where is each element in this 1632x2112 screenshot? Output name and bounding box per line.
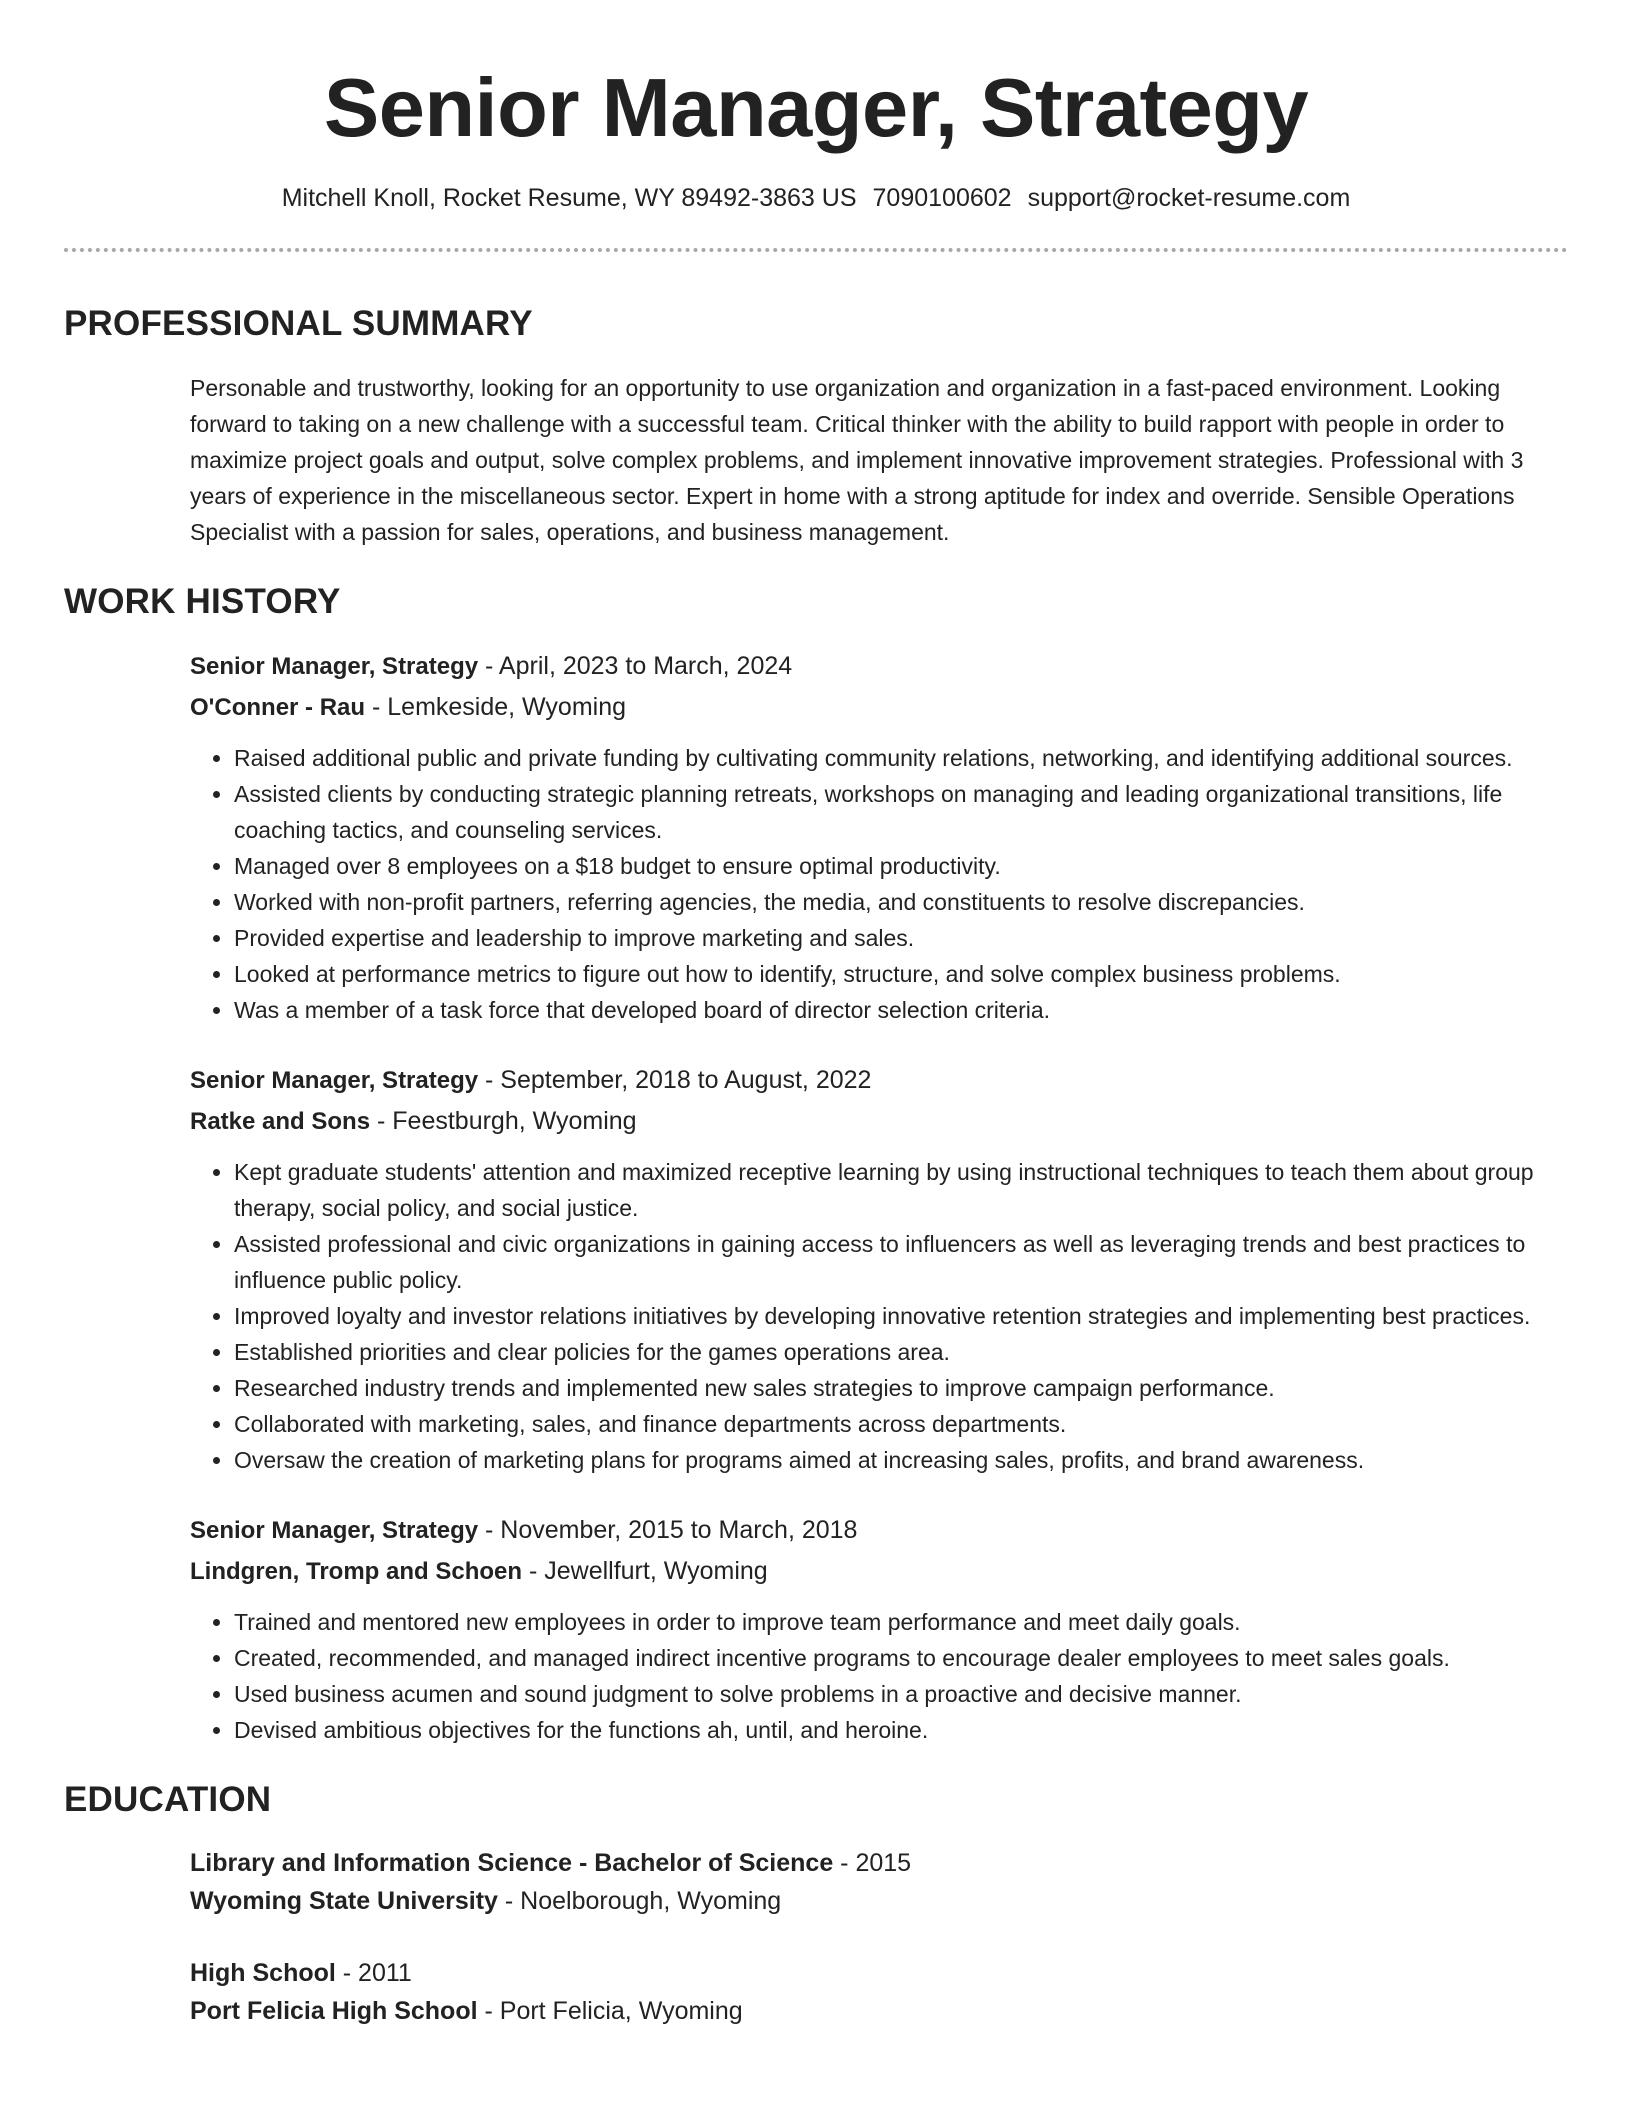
education-location: - Noelborough, Wyoming — [497, 1887, 782, 1915]
job-bullet: • Used business acumen and sound judgment to solve problems in a proactive and decisive manner. — [234, 1676, 1568, 1712]
job-bullet: • Created, recommended, and managed indirect incentive programs to encourage dealer employees to meet sales goals. — [234, 1640, 1568, 1676]
job-title-line — [190, 1060, 1568, 1101]
education-school: Wyoming State University — [190, 1887, 498, 1915]
job-title-line — [190, 1510, 1568, 1551]
education-section — [64, 1844, 1568, 2030]
job-title-line — [190, 646, 1568, 687]
summary-text: Personable and trustworthy, looking for an opportunity to use organization and organization in a fast-paced environment. Looking forward to taking on a new challenge with a successful team. Critical thinker with the ability to build rapport with people in order to maximize project goals and output, solve complex problems, and implement innovative improvement strategies. Professional with 3 years of experience in the miscellaneous sector. Expert in home with a strong aptitude for index and override. Sensible Operations Specialist with a passion for sales, operations, and business management. — [190, 375, 1524, 545]
job-bullet: • Oversaw the creation of marketing plans for programs aimed at increasing sales, profits, and brand awareness. — [234, 1442, 1568, 1478]
job-bullets — [190, 740, 1568, 1028]
education-school: Port Felicia High School — [190, 1997, 478, 2025]
job-bullet: • Trained and mentored new employees in order to improve team performance and meet daily goals. — [234, 1604, 1568, 1640]
job-dates: - April, 2023 to March, 2024 — [478, 652, 793, 680]
resume-title: Senior Manager, Strategy — [323, 61, 1309, 154]
job-entry — [190, 1510, 1568, 1748]
education-year: - 2011 — [335, 1959, 412, 1987]
header-divider — [64, 248, 1568, 252]
job-title: Senior Manager, Strategy — [190, 1517, 479, 1544]
summary-section — [64, 370, 1568, 550]
job-bullet: • Established priorities and clear policies for the games operations area. — [234, 1334, 1568, 1370]
work-history-section — [64, 646, 1568, 1748]
work-history-heading: WORK HISTORY — [64, 582, 341, 621]
job-title: Senior Manager, Strategy — [190, 653, 479, 680]
job-bullet: • Improved loyalty and investor relations initiatives by developing innovative retention strategies and implementing best practices. — [234, 1298, 1568, 1334]
contact-email: support@rocket-resume.com — [1027, 184, 1351, 212]
education-degree: High School — [190, 1959, 336, 1987]
education-entry — [190, 1954, 1568, 2030]
education-school-line — [190, 1992, 1568, 2030]
job-bullet: • Looked at performance metrics to figure out how to identify, structure, and solve complex business problems. — [234, 956, 1568, 992]
job-location: - Jewellfurt, Wyoming — [522, 1557, 768, 1585]
job-title: Senior Manager, Strategy — [190, 1067, 479, 1094]
education-location: - Port Felicia, Wyoming — [477, 1997, 743, 2025]
job-bullet: • Kept graduate students' attention and maximized receptive learning by using instructional techniques to teach them about group therapy, social policy, and social justice. — [234, 1154, 1568, 1226]
job-location: - Feestburgh, Wyoming — [370, 1107, 637, 1135]
job-company-line — [190, 1101, 1568, 1142]
contact-line — [64, 182, 1568, 214]
education-entry — [190, 1844, 1568, 1920]
job-location: - Lemkeside, Wyoming — [365, 693, 627, 721]
job-bullet: • Assisted professional and civic organizations in gaining access to influencers as well as leveraging trends and best practices to influence public policy. — [234, 1226, 1568, 1298]
job-bullet: • Devised ambitious objectives for the functions ah, until, and heroine. — [234, 1712, 1568, 1748]
education-year: - 2015 — [833, 1849, 912, 1877]
job-entry — [190, 646, 1568, 1028]
education-heading: EDUCATION — [64, 1780, 272, 1819]
education-school-line — [190, 1882, 1568, 1920]
job-bullet: • Researched industry trends and implemented new sales strategies to improve campaign performance. — [234, 1370, 1568, 1406]
education-degree-line — [190, 1844, 1568, 1882]
contact-address: Mitchell Knoll, Rocket Resume, WY 89492-3863 US — [281, 184, 857, 212]
job-company: Lindgren, Tromp and Schoen — [190, 1558, 523, 1585]
education-degree-line — [190, 1954, 1568, 1992]
education-degree: Library and Information Science - Bachelor of Science — [190, 1849, 834, 1877]
contact-phone: 7090100602 — [872, 184, 1012, 212]
job-dates: - November, 2015 to March, 2018 — [478, 1516, 858, 1544]
job-bullet: • Provided expertise and leadership to improve marketing and sales. — [234, 920, 1568, 956]
job-bullet: • Assisted clients by conducting strategic planning retreats, workshops on managing and leading organizational transitions, life coaching tactics, and counseling services. — [234, 776, 1568, 848]
job-bullets — [190, 1154, 1568, 1478]
job-bullet: • Was a member of a task force that developed board of director selection criteria. — [234, 992, 1568, 1028]
job-bullets — [190, 1604, 1568, 1748]
summary-heading: PROFESSIONAL SUMMARY — [64, 304, 533, 343]
job-bullet: • Worked with non-profit partners, referring agencies, the media, and constituents to resolve discrepancies. — [234, 884, 1568, 920]
job-company: O'Conner - Rau — [190, 694, 366, 721]
job-bullet: • Managed over 8 employees on a $18 budget to ensure optimal productivity. — [234, 848, 1568, 884]
job-bullet: • Collaborated with marketing, sales, and finance departments across departments. — [234, 1406, 1568, 1442]
job-company: Ratke and Sons — [190, 1108, 371, 1135]
job-entry — [190, 1060, 1568, 1478]
job-company-line — [190, 1551, 1568, 1592]
job-company-line — [190, 687, 1568, 728]
job-dates: - September, 2018 to August, 2022 — [478, 1066, 872, 1094]
job-bullet: • Raised additional public and private funding by cultivating community relations, networking, and identifying additional sources. — [234, 740, 1568, 776]
